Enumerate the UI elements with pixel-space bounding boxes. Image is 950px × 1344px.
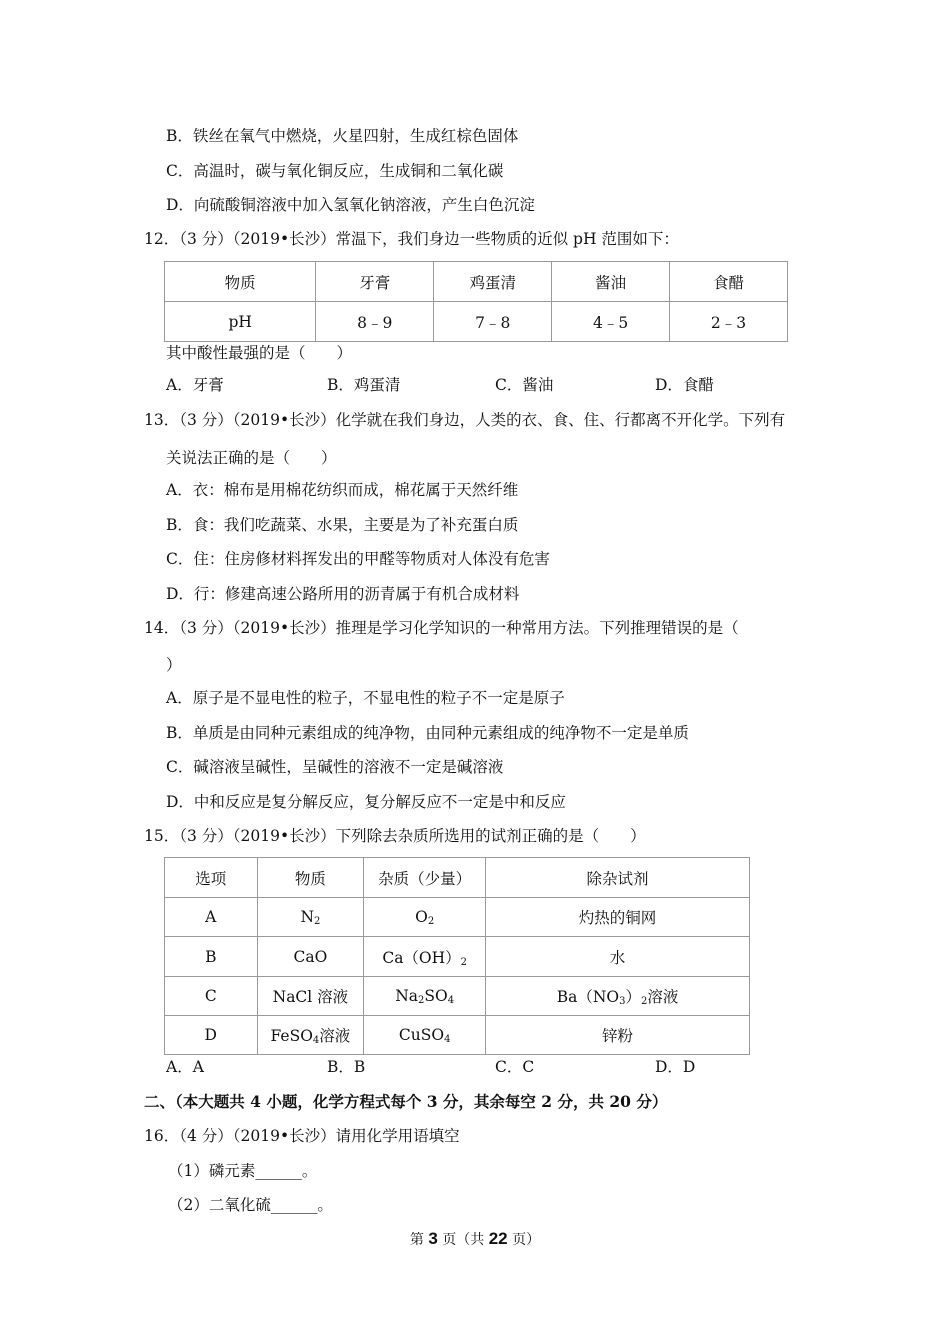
reagent-cell: 水 — [486, 937, 750, 977]
q12-row-cell: pH — [165, 302, 316, 342]
q14-option-c: C．碱溶液呈碱性，呈碱性的溶液不一定是碱溶液 — [166, 758, 504, 776]
q15-header-cell: 杂质（少量） — [364, 858, 486, 898]
q15-header-cell: 选项 — [165, 858, 258, 898]
q15-option-c: C．C — [495, 1058, 535, 1076]
q11-option-b: B．铁丝在氧气中燃烧，火星四射，生成红棕色固体 — [166, 127, 519, 145]
q11-option-c: C．高温时，碳与氧化铜反应，生成铜和二氧化碳 — [166, 162, 504, 180]
option-cell: C — [165, 977, 258, 1016]
q15-option-d: D．D — [655, 1058, 696, 1076]
q12-option-d: D．食醋 — [655, 376, 714, 394]
q12-header-cell: 牙膏 — [316, 262, 434, 302]
q16-stem: 16．（4 分）（2019•长沙）请用化学用语填空 — [144, 1127, 460, 1145]
q12-stem: 12．（3 分）（2019•长沙）常温下，我们身边一些物质的近似 pH 范围如下： — [144, 230, 679, 248]
q13-option-b: B．食：我们吃蔬菜、水果，主要是为了补充蛋白质 — [166, 516, 519, 534]
q13-stem-line1: 13．（3 分）（2019•长沙）化学就在我们身边，人类的衣、食、住、行都离不开化学。下列有 — [144, 411, 786, 429]
q16-part-1: （1）磷元素______。 — [168, 1162, 318, 1180]
q14-option-b: B．单质是由同种元素组成的纯净物，由同种元素组成的纯净物不一定是单质 — [166, 724, 689, 742]
q13-option-a: A．衣：棉布是用棉花纺织而成，棉花属于天然纤维 — [166, 481, 519, 499]
q14-option-a: A．原子是不显电性的粒子，不显电性的粒子不一定是原子 — [166, 689, 565, 707]
page-number: 3 — [428, 1229, 438, 1248]
table-row — [165, 1016, 750, 1055]
option-cell: B — [165, 937, 258, 977]
q14-stem-line1: 14．（3 分）（2019•长沙）推理是学习化学知识的一种常用方法。下列推理错误的是（ — [144, 619, 739, 637]
impurity-cell: CuSO$_4$ — [364, 1016, 486, 1055]
substance-cell: CaO — [257, 937, 364, 977]
q12-row-cell: 8﹣9 — [316, 302, 434, 342]
q15-impurity-table — [164, 857, 750, 1055]
impurity-cell: $O_2$ — [364, 898, 486, 937]
q15-header-cell: 除杂试剂 — [486, 858, 750, 898]
q14-stem-line2: ） — [166, 656, 182, 674]
q15-option-b: B．B — [327, 1058, 366, 1076]
q13-stem-line2: 关说法正确的是（ ） — [166, 449, 337, 467]
q12-option-c: C．酱油 — [495, 376, 554, 394]
q13-option-d: D．行：修建高速公路所用的沥青属于有机合成材料 — [166, 585, 520, 603]
q12-header-cell: 酱油 — [552, 262, 670, 302]
q12-row-cell: 2﹣3 — [670, 302, 788, 342]
q14-option-d: D．中和反应是复分解反应，复分解反应不一定是中和反应 — [166, 793, 566, 811]
q12-ask: 其中酸性最强的是（ ） — [166, 344, 353, 362]
table-row — [165, 977, 750, 1016]
option-cell: A — [165, 898, 258, 937]
page-total: 22 — [488, 1229, 508, 1248]
q11-option-d: D．向硫酸铜溶液中加入氢氧化钠溶液，产生白色沉淀 — [166, 196, 535, 214]
substance-cell: NaCl 溶液 — [257, 977, 364, 1016]
table-row — [165, 937, 750, 977]
substance-cell: FeSO$_4$溶液 — [257, 1016, 364, 1055]
q12-option-a: A．牙膏 — [166, 376, 224, 394]
q12-header-cell: 物质 — [165, 262, 316, 302]
q13-option-c: C．住：住房修材料挥发出的甲醛等物质对人体没有危害 — [166, 550, 550, 568]
impurity-cell: $Na_2SO_4$ — [364, 977, 486, 1016]
q15-option-a: A．A — [166, 1058, 204, 1076]
option-cell: D — [165, 1016, 258, 1055]
q12-row-cell: 7﹣8 — [434, 302, 552, 342]
q12-ph-table — [164, 261, 788, 342]
reagent-cell: 锌粉 — [486, 1016, 750, 1055]
q15-header-cell: 物质 — [257, 858, 364, 898]
impurity-cell: $Ca(OH)_2$ — [364, 937, 486, 977]
reagent-cell: $Ba(NO_3)_2$溶液 — [486, 977, 750, 1016]
q12-option-b: B．鸡蛋清 — [327, 376, 401, 394]
q16-part-2: （2）二氧化硫______。 — [168, 1196, 333, 1214]
table-row — [165, 898, 750, 937]
q12-header-cell: 食醋 — [670, 262, 788, 302]
q12-header-cell: 鸡蛋清 — [434, 262, 552, 302]
q15-stem: 15．（3 分）（2019•长沙）下列除去杂质所选用的试剂正确的是（ ） — [144, 827, 646, 845]
page-footer: 第 3 页（共 22 页） — [409, 1229, 541, 1248]
section-heading: 二、（本大题共 4 小题，化学方程式每个 3 分，其余每空 2 分，共 20 分） — [144, 1092, 668, 1111]
q12-row-cell: 4﹣5 — [552, 302, 670, 342]
reagent-cell: 灼热的铜网 — [486, 898, 750, 937]
substance-cell: $N_2$ — [257, 898, 364, 937]
